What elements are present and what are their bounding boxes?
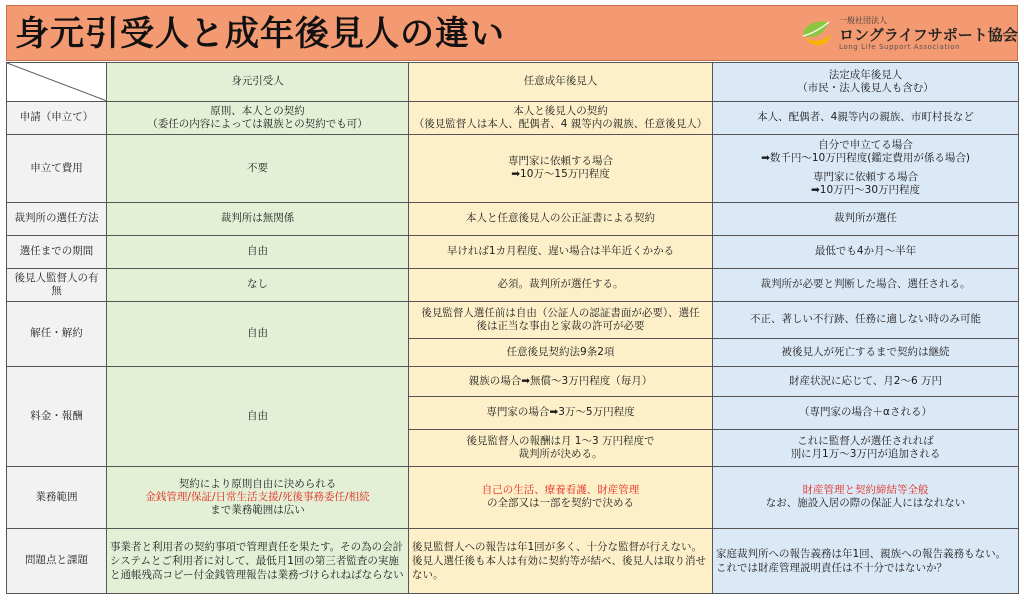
cell-text: ➡数千円～10万円程度(鑑定費用が係る場合)	[761, 152, 970, 165]
cell-text: 本人と後見人の契約	[513, 104, 608, 117]
cell-scope-guarantor	[107, 466, 409, 528]
highlight-text: 自己の生活、療養看護、財産管理	[481, 484, 640, 497]
cell-supervisor-voluntary: 必須。裁判所が選任する。	[409, 268, 713, 301]
cell-period-guarantor: 自由	[107, 235, 409, 268]
cell-supervisor-legal: 裁判所が必要と判断した場合、選任される。	[713, 268, 1019, 301]
cell-text: まで業務範囲は広い	[210, 503, 305, 516]
cell-fee-voluntary-b: 専門家の場合➡3万～5万円程度	[409, 396, 713, 429]
row-label-apply: 申請（申立て）	[7, 101, 107, 134]
cell-text: 専門家に依頼する場合	[508, 155, 613, 168]
cell-fee-legal-a: 財産状況に応じて、月2～6 万円	[713, 366, 1019, 396]
cell-cancel-legal-a: 不正、著しい不行跡、任務に適しない時のみ可能	[713, 301, 1019, 338]
cell-cost-voluntary	[409, 134, 713, 202]
column-header-voluntary-guardian: 任意成年後見人	[409, 63, 713, 102]
column-header-legal-guardian	[713, 63, 1019, 102]
cell-text: 専門家に依頼する場合	[813, 171, 918, 184]
cell-court-legal: 裁判所が選任	[713, 202, 1019, 235]
highlight-text: 財産管理と契約締結等全般	[802, 484, 929, 497]
row-label-cancel: 解任・解約	[7, 301, 107, 366]
table-row	[7, 301, 1019, 338]
cell-cancel-voluntary-b: 任意後見契約法9条2項	[409, 338, 713, 366]
table-row	[7, 366, 1019, 396]
column-header-legal-guardian-note: （市民・法人後見人も含む）	[797, 81, 934, 94]
logo-org-type: 一般社団法人	[839, 16, 887, 25]
cell-cancel-voluntary-a	[409, 301, 713, 338]
cell-fee-legal-b: （専門家の場合＋αされる）	[713, 396, 1019, 429]
cell-apply-guarantor	[107, 101, 409, 134]
column-header-legal-guardian-title: 法定成年後見人	[828, 68, 903, 81]
table-row	[7, 134, 1019, 202]
cell-court-voluntary: 本人と任意後見人の公正証書による契約	[409, 202, 713, 235]
table-row	[7, 101, 1019, 134]
cell-apply-legal: 本人、配偶者、4親等内の親族、市町村長など	[713, 101, 1019, 134]
cell-period-legal: 最低でも4か月～半年	[713, 235, 1019, 268]
logo-org-english: Long Life Support Association	[839, 43, 961, 51]
cell-text: （委任の内容によっては親族との契約でも可）	[147, 117, 368, 130]
row-label-fee: 料金・報酬	[7, 366, 107, 466]
logo-org-name: ロングライフサポート協会	[839, 26, 1018, 44]
cell-text: 別に月1万～3万円が追加される	[790, 447, 941, 460]
cell-supervisor-guarantor: なし	[107, 268, 409, 301]
row-label-court: 裁判所の選任方法	[7, 202, 107, 235]
table-row	[7, 235, 1019, 268]
table-header-row	[7, 63, 1019, 102]
cell-fee-voluntary-a: 親族の場合➡無償～3万円程度（毎月）	[409, 366, 713, 396]
column-header-guarantor: 身元引受人	[107, 63, 409, 102]
table-row	[7, 268, 1019, 301]
cell-court-guarantor: 裁判所は無関係	[107, 202, 409, 235]
row-label-period: 選任までの期間	[7, 235, 107, 268]
row-label-cost: 申立て費用	[7, 134, 107, 202]
cell-text: ➡10万円～30万円程度	[810, 184, 921, 197]
cell-fee-guarantor: 自由	[107, 366, 409, 466]
cell-text: 後見監督人選任前は自由（公証人の認証書面が必要）、選任	[421, 306, 700, 319]
cell-text: 原則、本人との契約	[210, 104, 305, 117]
title-bar	[6, 5, 1018, 61]
cell-text: 契約により原則自由に決められる	[178, 477, 337, 490]
cell-fee-voluntary-c	[409, 429, 713, 466]
cell-apply-voluntary	[409, 101, 713, 134]
cell-text: なお、施設入居の際の保証人にはなれない	[765, 497, 966, 510]
cell-text: 自分で申立てる場合	[818, 139, 913, 152]
logo	[799, 14, 1018, 54]
cell-text: 裁判所が決める。	[518, 447, 603, 460]
comparison-table	[6, 62, 1019, 594]
cell-text: 後は正当な事由と家裁の許可が必要	[476, 319, 645, 332]
cell-issues-guarantor: 事業者と利用者の契約事項で管理責任を果たす。その為の会計システムとご利用者に対して、最低月1回の第三者監査の実施と通帳残高コピー付金銭管理報告は業務づけられねばならない	[107, 528, 409, 593]
cell-cost-legal	[713, 134, 1019, 202]
leaf-logo-icon	[799, 16, 835, 52]
row-label-supervisor: 後見人監督人の有無	[7, 268, 107, 301]
cell-issues-legal: 家庭裁判所への報告義務は年1回、親族への報告義務もない。これでは財産管理説明責任は不十分ではないか？	[713, 528, 1019, 593]
cell-scope-voluntary	[409, 466, 713, 528]
cell-text: 後見監督人の報酬は月 1～3 万円程度で	[466, 434, 655, 447]
cell-period-voluntary: 早ければ1カ月程度、遅い場合は半年近くかかる	[409, 235, 713, 268]
cell-text: これに監督人が選任されれば	[797, 434, 934, 447]
cell-cancel-legal-b: 被後見人が死亡するまで契約は継続	[713, 338, 1019, 366]
row-label-issues: 問題点と課題	[7, 528, 107, 593]
page-title: 身元引受人と成年後見人の違い	[15, 14, 505, 54]
cell-text: （後見監督人は本人、配偶者、4 親等内の親族、任意後見人）	[413, 117, 708, 130]
corner-cell	[7, 63, 107, 102]
table-row	[7, 528, 1019, 593]
cell-text: ➡10万～15万円程度	[511, 168, 610, 181]
row-label-scope: 業務範囲	[7, 466, 107, 528]
cell-cancel-guarantor: 自由	[107, 301, 409, 366]
cell-fee-legal-c	[713, 429, 1019, 466]
cell-cost-guarantor: 不要	[107, 134, 409, 202]
cell-text: の全部又は一部を契約で決める	[487, 497, 634, 510]
table-row	[7, 466, 1019, 528]
cell-scope-legal	[713, 466, 1019, 528]
cell-issues-voluntary: 後見監督人への報告は年1回が多く、十分な監督が行えない。後見人選任後も本人は有効に契約等が結べ、後見人は取り消せない。	[409, 528, 713, 593]
table-row	[7, 202, 1019, 235]
highlight-text: 金銭管理/保証/日常生活支援/死後事務委任/相続	[145, 490, 370, 503]
